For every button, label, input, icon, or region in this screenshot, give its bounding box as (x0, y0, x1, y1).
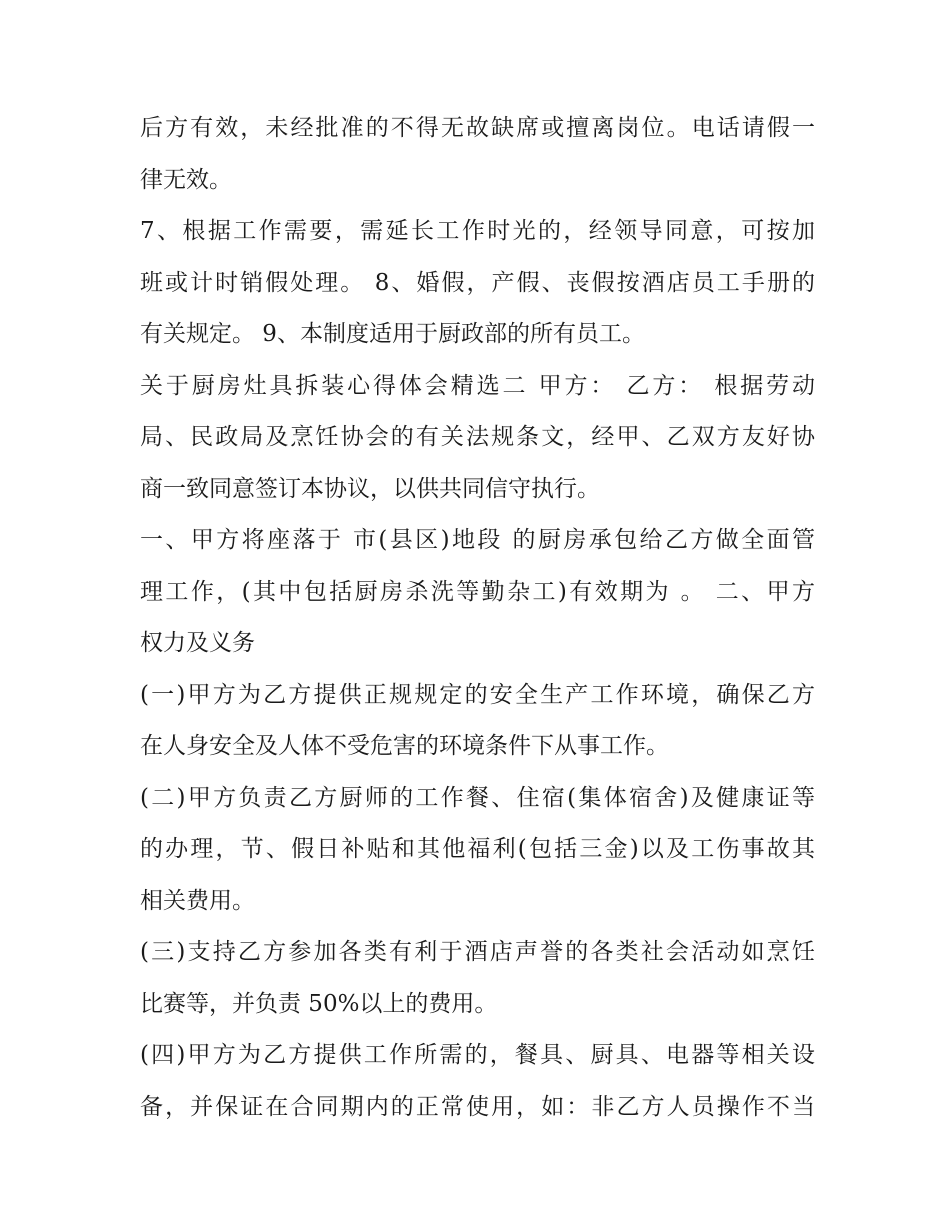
text-line: (一)甲方为乙方提供正规规定的安全生产工作环境，确保乙方 (140, 681, 815, 708)
paragraph-leave-validity (140, 103, 815, 206)
text-line: 律无效。 (140, 166, 232, 193)
paragraph-agreement-intro (140, 361, 815, 516)
text-line: 理工作，(其中包括厨房杀洗等勤杂工)有效期为 。 二、甲方 (140, 578, 815, 605)
text-line: 相关费用。 (140, 887, 255, 914)
text-line: 班或计时销假处理。 8、婚假，产假、丧假按酒店员工手册的 (140, 269, 815, 296)
text-line: 局、民政局及烹饪协会的有关法规条文，经甲、乙双方友好协 (140, 424, 815, 450)
document-body (140, 103, 815, 1133)
text-line: 商一致同意签订本协议，以供共同信守执行。 (140, 475, 600, 502)
paragraph-clause-3 (140, 927, 815, 1030)
text-line: 后方有效，未经批准的不得无故缺席或擅离岗位。电话请假一 (140, 115, 815, 141)
paragraph-section-one (140, 515, 815, 670)
paragraph-clause-1 (140, 670, 815, 773)
text-line: (三)支持乙方参加各类有利于酒店声誉的各类社会活动如烹饪 (140, 939, 815, 965)
text-line: 权力及义务 (140, 630, 255, 656)
text-line: 关于厨房灶具拆装心得体会精选二 甲方： 乙方： 根据劳动 (140, 372, 815, 399)
text-line: 备，并保证在合同期内的正常使用，如：非乙方人员操作不当 (140, 1093, 815, 1120)
text-line: 7、根据工作需要，需延长工作时光的，经领导同意，可按加 (140, 218, 815, 244)
text-line: 的办理，节、假日补贴和其他福利(包括三金)以及工伤事故其 (140, 836, 815, 862)
text-line: 在人身安全及人体不受危害的环境条件下从事工作。 (140, 733, 669, 759)
paragraph-clause-4 (140, 1030, 815, 1133)
paragraph-rules-7-9 (140, 206, 815, 361)
text-line: 比赛等，并负责 50%以上的费用。 (140, 990, 498, 1017)
text-line: (四)甲方为乙方提供工作所需的，餐具、厨具、电器等相关设 (140, 1042, 815, 1068)
text-line: 有关规定。 9、本制度适用于厨政部的所有员工。 (140, 321, 645, 347)
paragraph-clause-2 (140, 773, 815, 928)
text-line: (二)甲方负责乙方厨师的工作餐、住宿(集体宿舍)及健康证等 (140, 784, 815, 811)
text-line: 一、甲方将座落于 市(县区)地段 的厨房承包给乙方做全面管 (140, 527, 815, 553)
